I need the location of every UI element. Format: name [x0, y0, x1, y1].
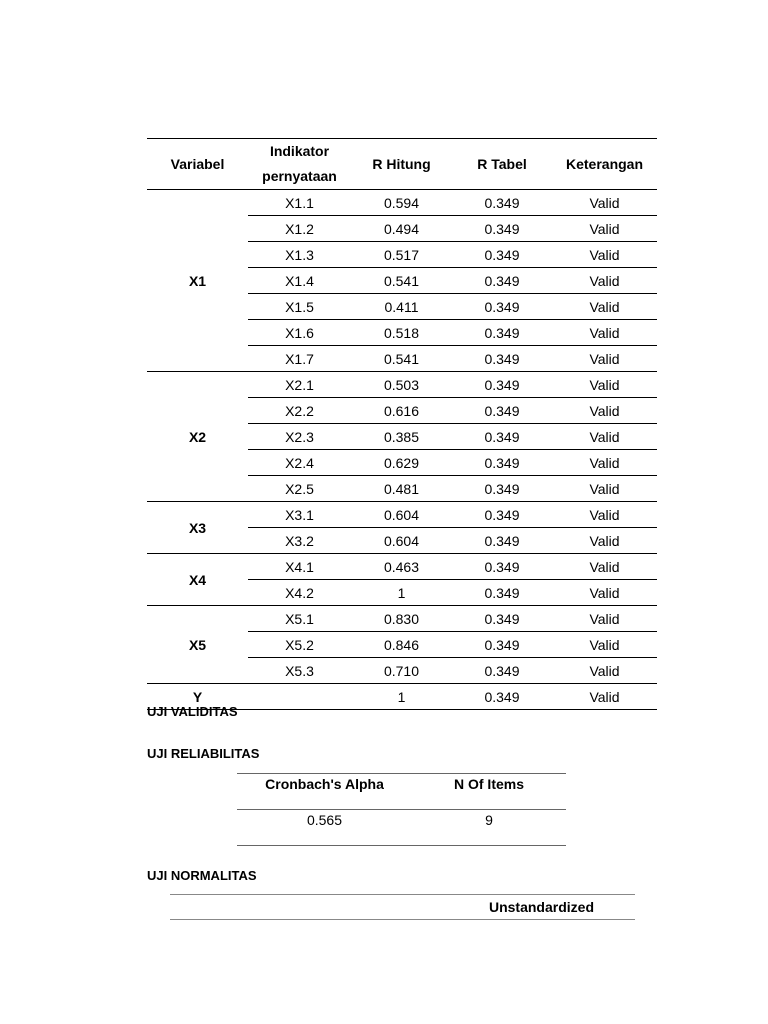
keterangan-cell: Valid [552, 632, 657, 658]
r-tabel-cell: 0.349 [452, 606, 552, 632]
r-hitung-cell: 1 [351, 580, 452, 606]
r-hitung-cell: 0.517 [351, 242, 452, 268]
r-tabel-cell: 0.349 [452, 528, 552, 554]
indikator-cell: X1.6 [248, 320, 351, 346]
keterangan-cell: Valid [552, 372, 657, 398]
r-tabel-cell: 0.349 [452, 346, 552, 372]
indikator-cell: X4.2 [248, 580, 351, 606]
keterangan-cell: Valid [552, 242, 657, 268]
r-hitung-cell: 0.518 [351, 320, 452, 346]
indikator-cell: X1.3 [248, 242, 351, 268]
normality-header-row [170, 895, 635, 920]
indikator-cell: X5.2 [248, 632, 351, 658]
validity-body [147, 190, 657, 710]
variabel-cell: X5 [147, 606, 248, 684]
r-hitung-cell: 0.830 [351, 606, 452, 632]
r-tabel-cell: 0.349 [452, 684, 552, 710]
keterangan-cell: Valid [552, 216, 657, 242]
reliability-value-row [237, 810, 566, 846]
header-variabel: Variabel [147, 139, 248, 190]
table-row [147, 372, 657, 398]
keterangan-cell: Valid [552, 684, 657, 710]
r-hitung-cell: 0.594 [351, 190, 452, 216]
r-tabel-cell: 0.349 [452, 580, 552, 606]
header-n-of-items: N Of Items [412, 774, 566, 810]
variabel-cell: X4 [147, 554, 248, 606]
cronbach-alpha-value: 0.565 [237, 810, 412, 846]
keterangan-cell: Valid [552, 554, 657, 580]
header-unstandardized: Unstandardized [448, 895, 635, 920]
keterangan-cell: Valid [552, 424, 657, 450]
r-hitung-cell: 0.463 [351, 554, 452, 580]
section-title-validitas: UJI VALIDITAS [147, 704, 238, 719]
r-tabel-cell: 0.349 [452, 294, 552, 320]
header-indikator [248, 139, 351, 190]
indikator-cell: X2.1 [248, 372, 351, 398]
variabel-cell: Y [147, 684, 248, 710]
keterangan-cell: Valid [552, 502, 657, 528]
r-tabel-cell: 0.349 [452, 658, 552, 684]
r-tabel-cell: 0.349 [452, 398, 552, 424]
normality-table [170, 894, 635, 920]
variabel-cell: X1 [147, 190, 248, 372]
r-hitung-cell: 0.494 [351, 216, 452, 242]
normality-header-blank [170, 895, 448, 920]
r-tabel-cell: 0.349 [452, 476, 552, 502]
keterangan-cell: Valid [552, 658, 657, 684]
indikator-cell: X1.4 [248, 268, 351, 294]
r-tabel-cell: 0.349 [452, 242, 552, 268]
variabel-cell: X2 [147, 372, 248, 502]
r-tabel-cell: 0.349 [452, 632, 552, 658]
table-row [147, 190, 657, 216]
r-tabel-cell: 0.349 [452, 502, 552, 528]
r-hitung-cell: 0.541 [351, 268, 452, 294]
keterangan-cell: Valid [552, 528, 657, 554]
header-r-hitung: R Hitung [351, 139, 452, 190]
keterangan-cell: Valid [552, 346, 657, 372]
table-row [147, 554, 657, 580]
indikator-cell: X1.1 [248, 190, 351, 216]
r-hitung-cell: 0.385 [351, 424, 452, 450]
keterangan-cell: Valid [552, 268, 657, 294]
header-indikator-line1: Indikator [269, 143, 330, 159]
keterangan-cell: Valid [552, 476, 657, 502]
r-tabel-cell: 0.349 [452, 190, 552, 216]
r-hitung-cell: 0.541 [351, 346, 452, 372]
keterangan-cell: Valid [552, 320, 657, 346]
reliability-table [237, 773, 566, 846]
indikator-cell: X1.2 [248, 216, 351, 242]
r-tabel-cell: 0.349 [452, 320, 552, 346]
indikator-cell: X1.5 [248, 294, 351, 320]
keterangan-cell: Valid [552, 294, 657, 320]
keterangan-cell: Valid [552, 190, 657, 216]
indikator-cell: X1.7 [248, 346, 351, 372]
indikator-cell: X3.2 [248, 528, 351, 554]
section-title-normalitas: UJI NORMALITAS [147, 868, 257, 883]
r-hitung-cell: 0.846 [351, 632, 452, 658]
r-hitung-cell: 0.604 [351, 528, 452, 554]
r-hitung-cell: 0.710 [351, 658, 452, 684]
indikator-cell: X5.3 [248, 658, 351, 684]
r-tabel-cell: 0.349 [452, 554, 552, 580]
header-r-tabel: R Tabel [452, 139, 552, 190]
indikator-cell: X4.1 [248, 554, 351, 580]
validity-header-row [147, 139, 657, 190]
indikator-cell: X2.3 [248, 424, 351, 450]
r-hitung-cell: 0.604 [351, 502, 452, 528]
header-indikator-line2: pernyataan [262, 168, 337, 184]
r-hitung-cell: 0.481 [351, 476, 452, 502]
header-cronbach-alpha: Cronbach's Alpha [237, 774, 412, 810]
r-tabel-cell: 0.349 [452, 216, 552, 242]
r-tabel-cell: 0.349 [452, 268, 552, 294]
indikator-cell: X2.2 [248, 398, 351, 424]
reliability-header-row [237, 774, 566, 810]
r-hitung-cell: 0.411 [351, 294, 452, 320]
r-hitung-cell: 0.629 [351, 450, 452, 476]
variabel-cell: X3 [147, 502, 248, 554]
r-tabel-cell: 0.349 [452, 424, 552, 450]
r-hitung-cell: 0.503 [351, 372, 452, 398]
indikator-cell [248, 684, 351, 710]
validity-table [147, 138, 657, 710]
r-tabel-cell: 0.349 [452, 372, 552, 398]
indikator-cell: X2.4 [248, 450, 351, 476]
indikator-cell: X5.1 [248, 606, 351, 632]
table-row [147, 606, 657, 632]
r-tabel-cell: 0.349 [452, 450, 552, 476]
n-of-items-value: 9 [412, 810, 566, 846]
r-hitung-cell: 1 [351, 684, 452, 710]
indikator-cell: X2.5 [248, 476, 351, 502]
table-row [147, 502, 657, 528]
r-hitung-cell: 0.616 [351, 398, 452, 424]
indikator-cell: X3.1 [248, 502, 351, 528]
section-title-reliabilitas: UJI RELIABILITAS [147, 746, 260, 761]
keterangan-cell: Valid [552, 450, 657, 476]
keterangan-cell: Valid [552, 398, 657, 424]
keterangan-cell: Valid [552, 580, 657, 606]
header-keterangan: Keterangan [552, 139, 657, 190]
keterangan-cell: Valid [552, 606, 657, 632]
